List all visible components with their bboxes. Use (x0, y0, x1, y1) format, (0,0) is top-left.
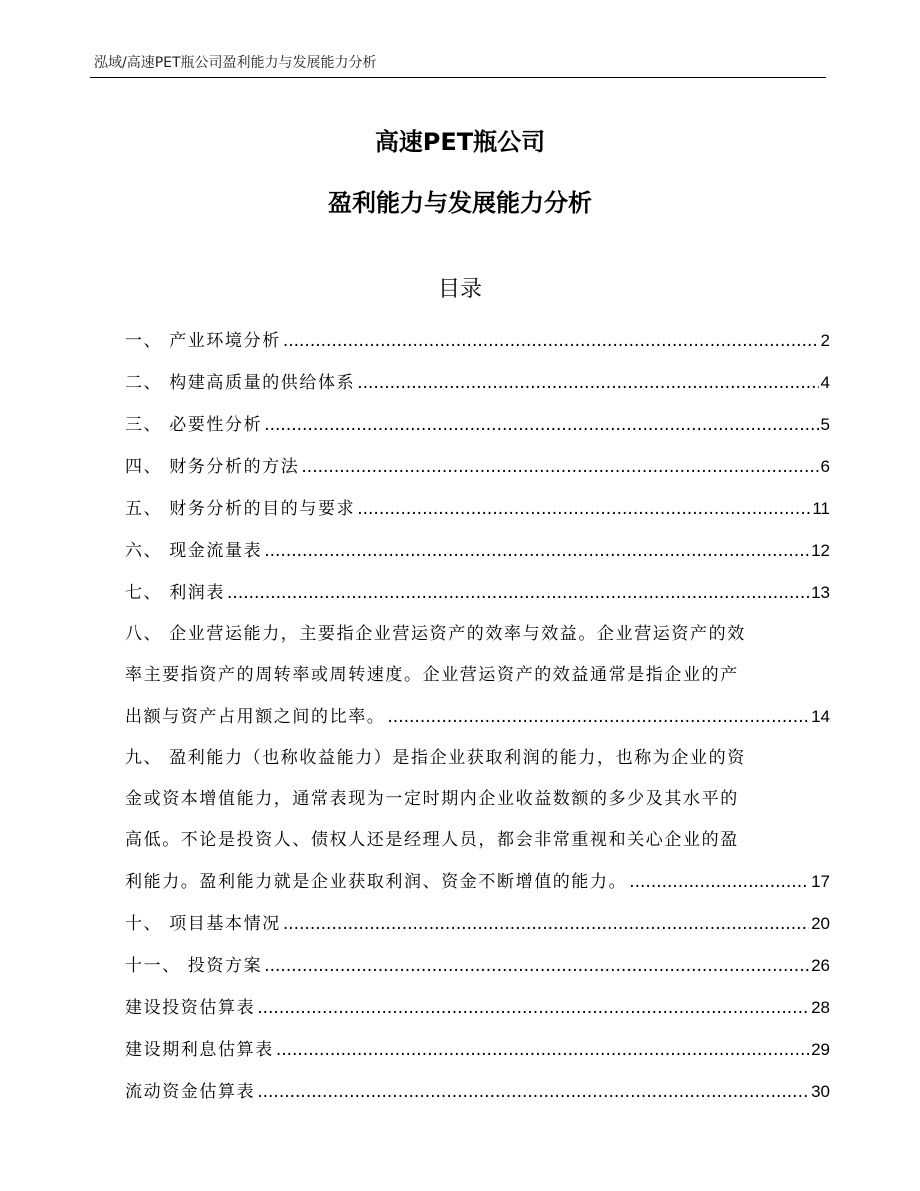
dot-leader (264, 405, 818, 446)
toc-entry-4[interactable] (125, 446, 830, 488)
toc-entry-1[interactable] (125, 320, 830, 362)
dot-leader (283, 321, 819, 362)
toc-entry-text-line: 率主要指资产的周转率或周转速度。企业营运资产的效益通常是指企业的产 (125, 665, 739, 685)
toc-entry-text: 十、 项目基本情况 (125, 914, 281, 934)
toc-entry-text-line: 出额与资产占用额之间的比率。 (125, 707, 386, 727)
toc-entry-text-line: 八、 企业营运能力，主要指企业营运资产的效率与效益。企业营运资产的效 (125, 624, 746, 644)
toc-entry-text: 五、 财务分析的目的与要求 (125, 499, 356, 519)
toc-entry-11[interactable] (125, 945, 830, 987)
dot-leader (357, 489, 810, 530)
dot-leader (301, 447, 818, 488)
dot-leader (629, 862, 809, 903)
running-header: 泓域/高速PET瓶公司盈利能力与发展能力分析 (94, 55, 377, 71)
toc-page-number: 4 (820, 373, 830, 392)
toc-entry-12[interactable] (125, 987, 830, 1029)
toc-entry-3[interactable] (125, 404, 830, 446)
toc-page-number: 14 (811, 707, 830, 726)
header-divider (90, 77, 826, 78)
toc-page-number: 2 (820, 331, 830, 350)
dot-leader (227, 573, 809, 614)
dot-leader (283, 904, 809, 945)
toc-page-number: 5 (820, 415, 830, 434)
dot-leader (387, 697, 809, 738)
toc-entry-6[interactable] (125, 530, 830, 572)
toc-page-number: 13 (811, 583, 830, 602)
toc-page-number: 12 (811, 541, 830, 560)
toc-entry-text-line: 利能力。盈利能力就是企业获取利润、资金不断增值的能力。 (125, 872, 628, 892)
toc-page-number: 11 (812, 499, 830, 518)
toc-entry-text: 七、 利润表 (125, 583, 226, 603)
document-title-line-2: 盈利能力与发展能力分析 (328, 189, 592, 217)
toc-entry-text: 三、 必要性分析 (125, 415, 263, 435)
dot-leader (257, 1072, 809, 1113)
toc-entry-14[interactable] (125, 1071, 830, 1113)
toc-entry-7[interactable] (125, 572, 830, 614)
table-of-contents (125, 320, 830, 1113)
toc-entry-8[interactable] (125, 614, 830, 738)
toc-page-number: 30 (811, 1082, 830, 1101)
toc-entry-13[interactable] (125, 1029, 830, 1071)
toc-entry-text: 建设期利息估算表 (125, 1040, 274, 1060)
dot-leader (264, 531, 809, 572)
toc-page-number: 6 (820, 457, 830, 476)
toc-entry-text: 十一、 投资方案 (125, 956, 263, 976)
toc-entry-text: 六、 现金流量表 (125, 541, 263, 561)
toc-heading: 目录 (437, 277, 482, 302)
toc-entry-text: 建设投资估算表 (125, 998, 256, 1018)
toc-page-number: 29 (811, 1040, 830, 1059)
toc-entry-2[interactable] (125, 362, 830, 404)
toc-entry-text-line: 金或资本增值能力，通常表现为一定时期内企业收益数额的多少及其水平的 (125, 789, 739, 809)
toc-entry-text: 一、 产业环境分析 (125, 331, 281, 351)
toc-entry-5[interactable] (125, 488, 830, 530)
toc-page-number: 17 (811, 872, 830, 891)
toc-entry-9[interactable] (125, 738, 830, 903)
toc-entry-text: 二、 构建高质量的供给体系 (125, 373, 356, 393)
toc-page-number: 26 (811, 956, 830, 975)
toc-entry-text: 四、 财务分析的方法 (125, 457, 300, 477)
toc-page-number: 20 (811, 914, 830, 933)
toc-entry-text: 流动资金估算表 (125, 1082, 256, 1102)
toc-entry-10[interactable] (125, 903, 830, 945)
dot-leader (264, 946, 809, 987)
dot-leader (357, 363, 818, 404)
toc-entry-text-line: 九、 盈利能力（也称收益能力）是指企业获取利润的能力，也称为企业的资 (125, 748, 746, 768)
dot-leader (257, 988, 809, 1029)
document-title-line-1: 高速PET瓶公司 (374, 128, 546, 156)
toc-page-number: 28 (811, 998, 830, 1017)
dot-leader (276, 1030, 809, 1071)
toc-entry-text-line: 高低。不论是投资人、债权人还是经理人员，都会非常重视和关心企业的盈 (125, 830, 739, 850)
